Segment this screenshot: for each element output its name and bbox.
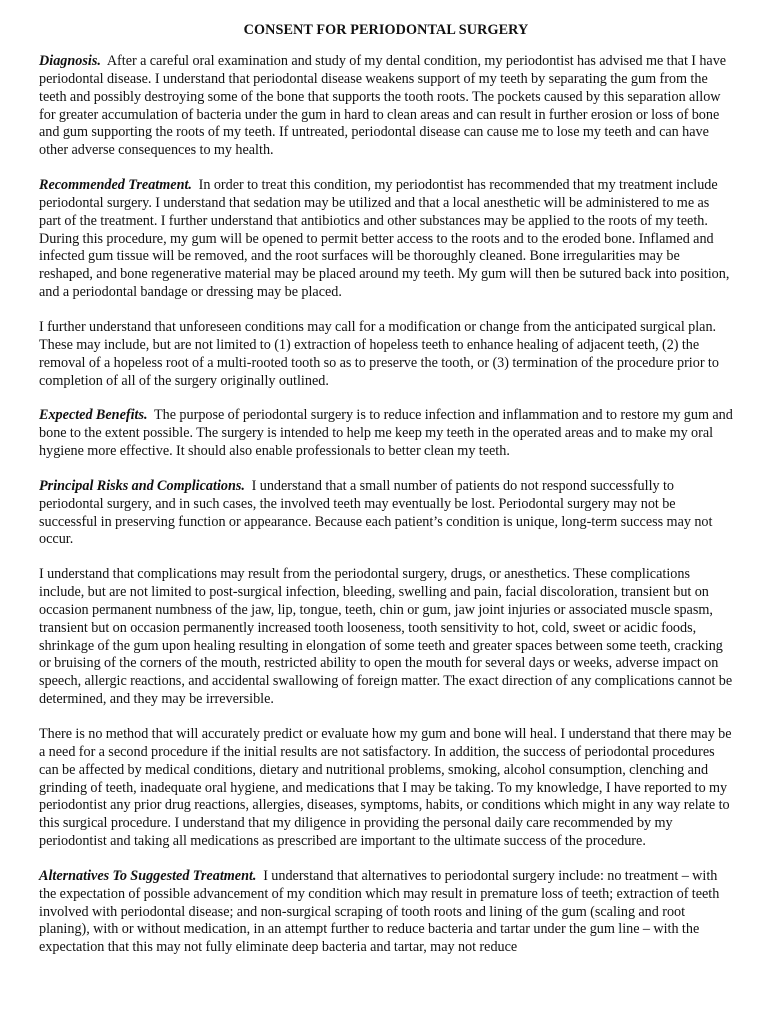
section-text: After a careful oral examination and study of my dental condition, my periodontist has advised me that I have periodontal disease. I understand that periodontal disease weakens support of my teeth by separating the gum from the teeth and possibly destroying some of the bone that supports the tooth roots. The pockets caused by this separation allow for greater accumulation of bacteria under the gum in hard to clean areas and can result in further erosion or loss of bone and gum supporting the roots of my teeth. If untreated, periodontal disease can cause me to lose my teeth and can have other adverse consequences to my health. bbox=[39, 53, 727, 159]
section-expected-benefits bbox=[39, 407, 733, 461]
section-heading: Recommended Treatment. bbox=[39, 177, 192, 194]
section-heading: Expected Benefits. bbox=[39, 407, 148, 424]
section-principal-risks bbox=[39, 478, 733, 549]
section-heading: Diagnosis. bbox=[39, 53, 101, 69]
consent-document bbox=[39, 20, 733, 974]
section-text: In order to treat this condition, my periodontist has recommended that my treatment include periodontal surgery. I understand that sedation may be utilized and that a local anesthetic will be administered to me as part of the treatment. I further understand that antibiotics and other substances may be applied to the roots of my teeth. During this procedure, my gum will be opened to permit better access to the roots and to the eroded bone. Inflamed and infected gum tissue will be removed, and the root surfaces will be thoroughly cleaned. Bone irregularities may be reshaped, and bone regenerative material may be placed around my teeth. My gum will then be sutured back into position, and a periodontal bandage or dressing may be placed. bbox=[39, 177, 730, 301]
document-title: CONSENT FOR PERIODONTAL SURGERY bbox=[243, 22, 529, 38]
section-diagnosis bbox=[39, 53, 733, 160]
section-heading: Alternatives To Suggested Treatment. bbox=[39, 867, 257, 884]
section-healing-prediction bbox=[39, 726, 733, 851]
section-text: I understand that complications may result from the periodontal surgery, drugs, or anesthetics. These complications include, but are not limited to post-surgical infection, bleeding, swelling and pain, facial discoloration, transient but on occasion permanent numbness of the jaw, lip, tongue, teeth, chin or gum, jaw joint injuries or associated muscle spasm, transient but on occasion permanently increased tooth looseness, tooth sensitivity to hot, cold, sweet or acidic foods, shrinkage of the gum upon healing resulting in elongation of some teeth and greater spaces between some teeth, cracking or bruising of the corners of the mouth, restricted ability to open the mouth for several days or weeks, adverse impact on speech, allergic reactions, and accidental swallowing of foreign matter. The exact direction of any complications cannot be determined, and they may be irreversible. bbox=[39, 566, 733, 708]
section-text: I understand that alternatives to periodontal surgery include: no treatment – with the expectation of possible advancement of my condition which may result in premature loss of teeth; extraction of teeth involved with periodontal disease; and non-surgical scraping of tooth roots and lining of the gum (scaling and root planing), with or without medication, in an attempt further to reduce bacteria and tartar under the gum line – with the expectation that this may not fully eliminate deep bacteria and tartar, may not reduce bbox=[39, 867, 720, 956]
section-text: The purpose of periodontal surgery is to reduce infection and inflammation and to restore my gum and bone to the extent possible. The surgery is intended to help me keep my teeth in the operated areas and to make my oral hygiene more effective. It should also enable professionals to better clean my teeth. bbox=[39, 407, 733, 460]
section-heading: Principal Risks and Complications. bbox=[39, 477, 245, 494]
section-alternatives bbox=[39, 868, 733, 957]
section-text: There is no method that will accurately predict or evaluate how my gum and bone will heal. I understand that there may be a need for a second procedure if the initial results are not satisfactory. In addition, the success of periodontal procedures can be affected by medical conditions, dietary and nutritional problems, smoking, alcohol consumption, clenching and grinding of teeth, inadequate oral hygiene, and medications that I may be taking. To my knowledge, I have reported to my periodontist any prior drug reactions, allergies, diseases, symptoms, habits, or conditions which might in any way relate to this surgical procedure. I understand that my diligence in providing the personal daily care recommended by my periodontist and taking all medications as prescribed are important to the ultimate success of the procedure. bbox=[39, 726, 732, 850]
section-text: I understand that a small number of patients do not respond successfully to periodontal surgery, and in such cases, the involved teeth may eventually be lost. Periodontal surgery may not be successful in preserving function or appearance. Because each patient’s condition is unique, long-term success may not occur. bbox=[39, 477, 713, 548]
section-complications bbox=[39, 566, 733, 709]
section-text: I further understand that unforeseen conditions may call for a modification or change from the anticipated surgical plan. These may include, but are not limited to (1) extraction of hopeless teeth to enhance healing of adjacent teeth, (2) the removal of a hopeless root of a multi-rooted tooth so as to preserve the tooth, or (3) termination of the procedure prior to completion of all of the surgery originally outlined. bbox=[39, 318, 719, 389]
section-unforeseen-conditions bbox=[39, 319, 733, 390]
section-recommended-treatment bbox=[39, 177, 733, 302]
